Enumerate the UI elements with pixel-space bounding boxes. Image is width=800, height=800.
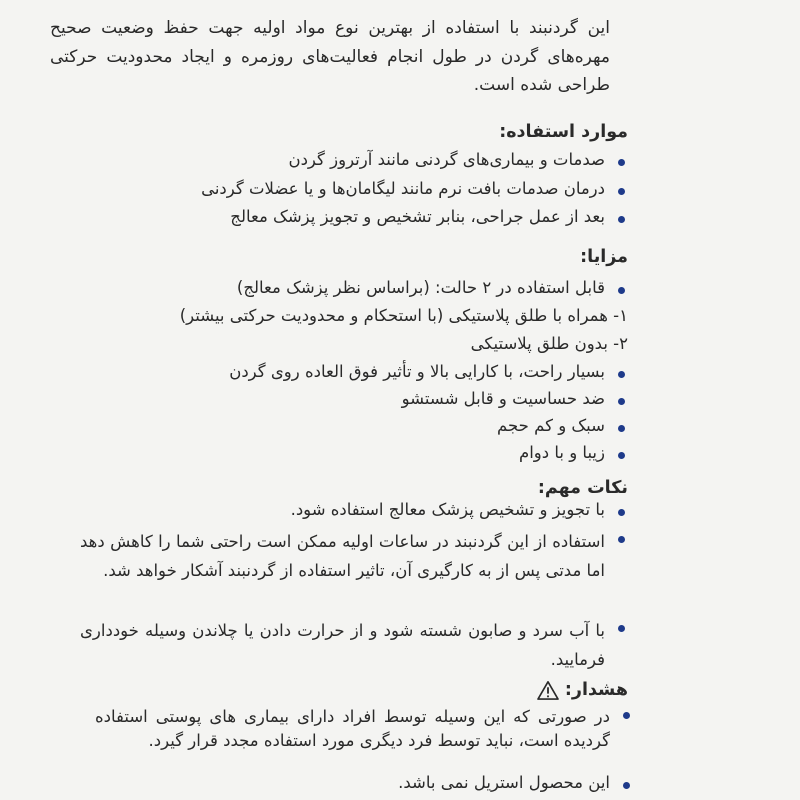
benefits-heading: مزایا: [580,247,628,267]
list-item: استفاده از این گردنبند در ساعات اولیه ممکن است راحتی شما را کاهش دهد اما مدتی پس از به کارگیری آن، تاثیر استفاده از گردنبند آشکار خواهد شد. [80,527,625,585]
bullet-icon [618,188,625,195]
list-item: صدمات و بیماری‌های گردنی مانند آرتروز گردن [288,150,625,169]
list-item: بعد از عمل جراحی، بنابر تشخیص و تجویز پزشک معالج [230,207,625,226]
warning-triangle-icon [537,680,559,700]
list-item: درمان صدمات بافت نرم مانند لیگامان‌ها و یا عضلات گردنی [201,179,625,198]
bullet-icon [618,159,625,166]
bullet-icon [618,509,625,516]
list-item: این محصول استریل نمی باشد. [398,773,630,792]
notes-heading: نکات مهم: [537,478,628,498]
option-line: ۱- همراه با طلق پلاستیکی (با استحکام و محدودیت حرکتی بیشتر) [179,306,628,325]
option-line: ۲- بدون طلق پلاستیکی [470,334,628,353]
bullet-icon [623,712,630,719]
bullet-icon [623,782,630,789]
bullet-icon [618,425,625,432]
intro-paragraph: این گردنبند با استفاده از بهترین نوع مواد اولیه جهت حفظ وضعیت صحیح مهره‌های گردن در طول انجام فعالیت‌های روزمره و ایجاد محدودیت حرکتی طراحی شده است. [50,18,610,95]
list-item: زیبا و با دوام [519,443,625,462]
list-item: سبک و کم حجم [497,416,625,435]
bullet-icon [618,625,625,632]
bullet-icon [618,536,625,543]
list-item: با تجویز و تشخیص پزشک معالج استفاده شود. [291,500,625,519]
list-item: قابل استفاده در ۲ حالت: (براساس نظر پزشک معالج) [237,278,625,297]
bullet-icon [618,371,625,378]
bullet-icon [618,216,625,223]
list-item: در صورتی که این وسیله توسط افراد دارای بیماری های پوستی استفاده گردیده است، نباید توسط فرد دیگری مورد استفاده مجدد قرار گیرد. [95,705,630,753]
bullet-icon [618,452,625,459]
list-item: بسیار راحت، با کارایی بالا و تأثیر فوق العاده روی گردن [229,362,625,381]
uses-heading: موارد استفاده: [499,122,628,142]
list-item: ضد حساسیت و قابل شستشو [402,389,625,408]
bullet-icon [618,398,625,405]
bullet-icon [618,287,625,294]
list-item: با آب سرد و صابون شسته شود و از حرارت دادن یا چلاندن وسیله خودداری فرمایید. [80,616,625,674]
warning-heading: هشدار: [537,680,628,700]
